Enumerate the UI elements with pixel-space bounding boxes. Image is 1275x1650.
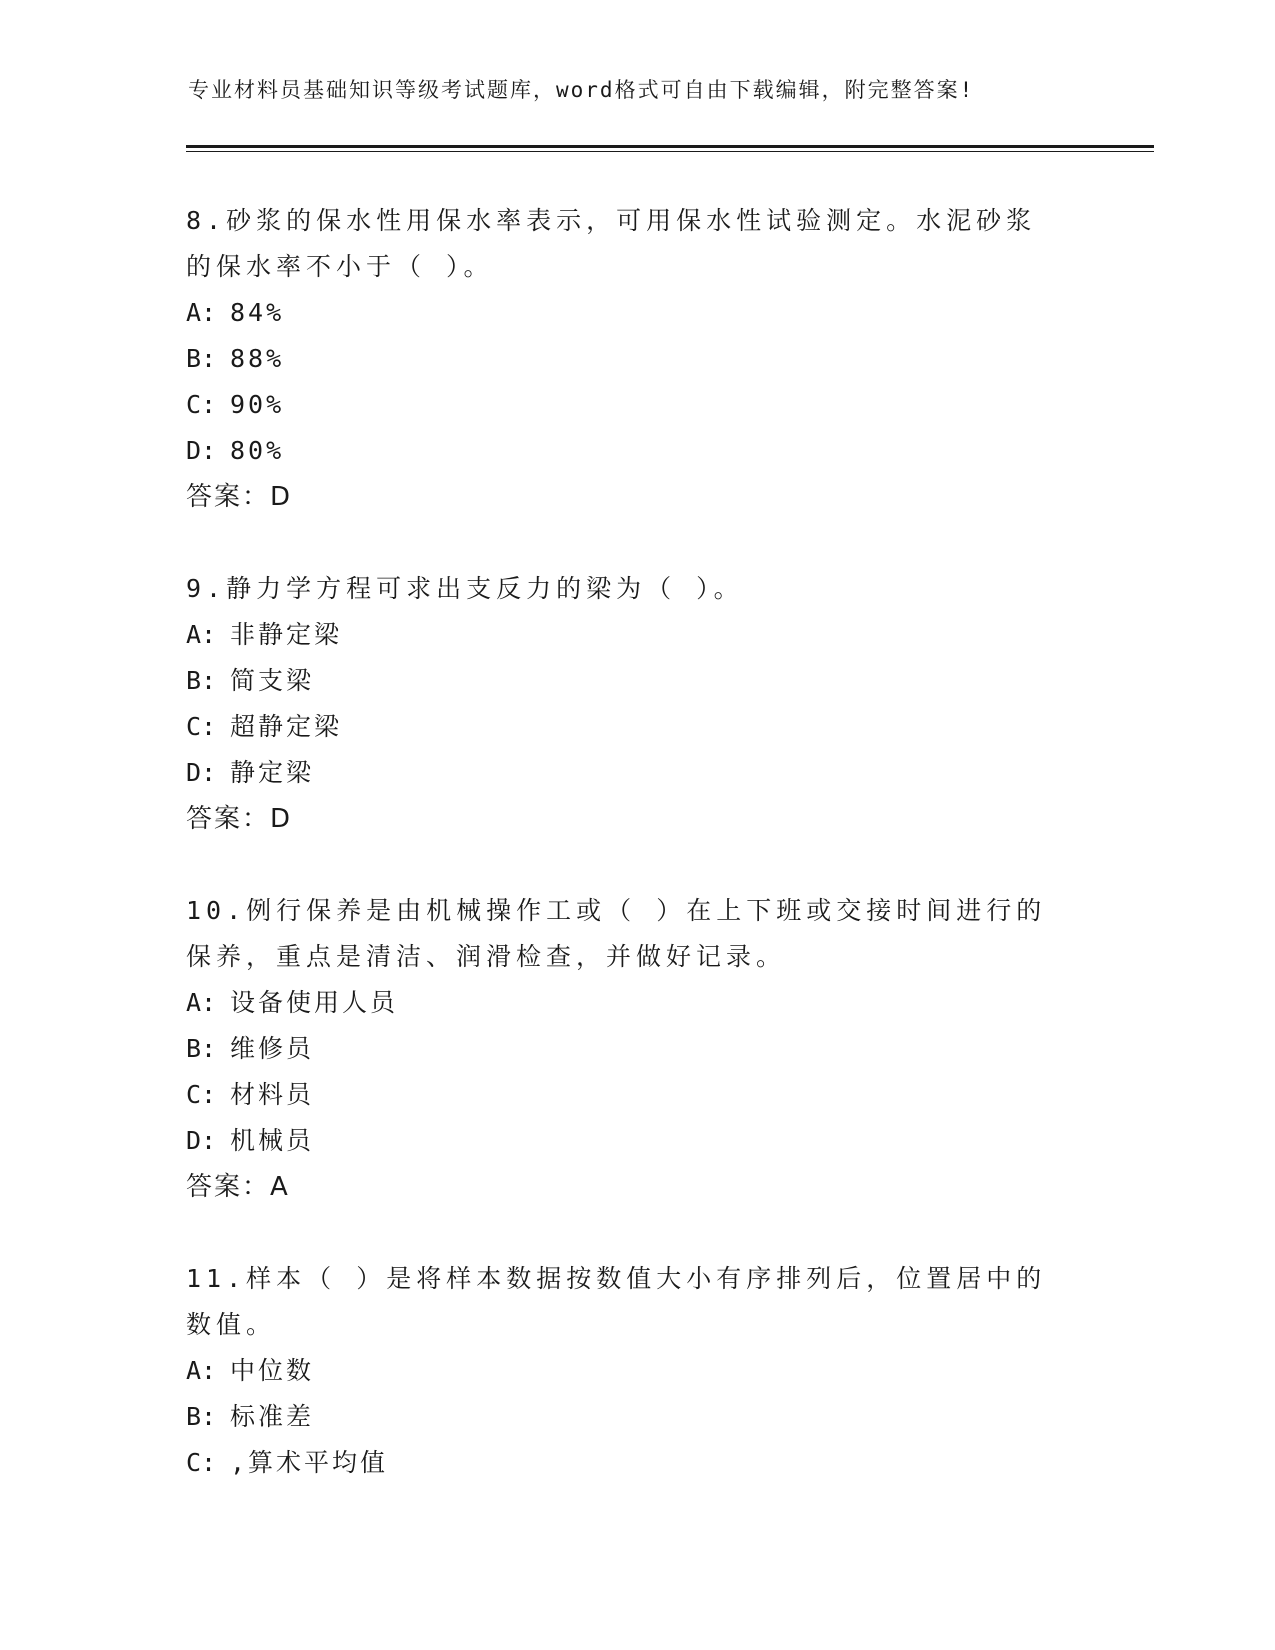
question-stem: 11.样本（ ）是将样本数据按数值大小有序排列后，位置居中的数值。 (186, 1264, 1047, 1339)
option-label: A: (186, 988, 217, 1017)
option-text: 88% (230, 344, 285, 373)
option-label: C: (186, 1080, 217, 1109)
answer-line: 答案：A (186, 1172, 290, 1202)
option-d (186, 428, 1066, 474)
option-text: 80% (230, 436, 285, 465)
option-text: 中位数 (230, 1356, 315, 1385)
option-b (186, 1394, 1066, 1440)
option-label: B: (186, 666, 217, 695)
option-a (186, 290, 1066, 336)
option-text: 简支梁 (230, 666, 315, 695)
question-list (186, 198, 1066, 1532)
option-c (186, 1072, 1066, 1118)
option-a (186, 1348, 1066, 1394)
option-label: A: (186, 1356, 217, 1385)
option-text: 90% (230, 390, 285, 419)
option-label: B: (186, 344, 217, 373)
option-label: C: (186, 712, 217, 741)
answer-line: 答案：D (186, 804, 293, 834)
option-b (186, 658, 1066, 704)
option-c (186, 1440, 1066, 1486)
option-label: A: (186, 620, 217, 649)
option-label: B: (186, 1034, 217, 1063)
option-a (186, 980, 1066, 1026)
option-c (186, 704, 1066, 750)
option-text: 超静定梁 (230, 712, 343, 741)
option-text: 材料员 (230, 1080, 315, 1109)
question-11 (186, 1256, 1066, 1486)
question-stem: 8.砂浆的保水性用保水率表示，可用保水性试验测定。水泥砂浆的保水率不小于（ ）。 (186, 206, 1037, 281)
question-8 (186, 198, 1066, 520)
question-stem: 10.例行保养是由机械操作工或（ ）在上下班或交接时间进行的保养，重点是清洁、润滑检查，并做好记录。 (186, 896, 1047, 971)
option-c (186, 382, 1066, 428)
option-d (186, 1118, 1066, 1164)
option-text: 设备使用人员 (230, 988, 399, 1017)
option-label: C: (186, 1448, 217, 1477)
option-d (186, 750, 1066, 796)
option-b (186, 1026, 1066, 1072)
header-rule-thick (186, 145, 1154, 148)
option-text: 84% (230, 298, 285, 327)
option-text: 非静定梁 (230, 620, 343, 649)
option-text: ,算术平均值 (230, 1448, 389, 1477)
option-a (186, 612, 1066, 658)
page-header: 专业材料员基础知识等级考试题库，word格式可自由下载编辑，附完整答案! (188, 78, 975, 102)
option-label: B: (186, 1402, 217, 1431)
option-label: A: (186, 298, 217, 327)
header-rule-thin (186, 151, 1154, 152)
option-text: 静定梁 (230, 758, 315, 787)
question-9 (186, 566, 1066, 842)
option-label: C: (186, 390, 217, 419)
option-b (186, 336, 1066, 382)
question-stem: 9.静力学方程可求出支反力的梁为（ ）。 (186, 574, 744, 603)
option-label: D: (186, 1126, 217, 1155)
answer-line: 答案：D (186, 482, 293, 512)
question-10 (186, 888, 1066, 1210)
option-label: D: (186, 758, 217, 787)
option-text: 标准差 (230, 1402, 315, 1431)
option-label: D: (186, 436, 217, 465)
option-text: 维修员 (230, 1034, 315, 1063)
option-text: 机械员 (230, 1126, 315, 1155)
